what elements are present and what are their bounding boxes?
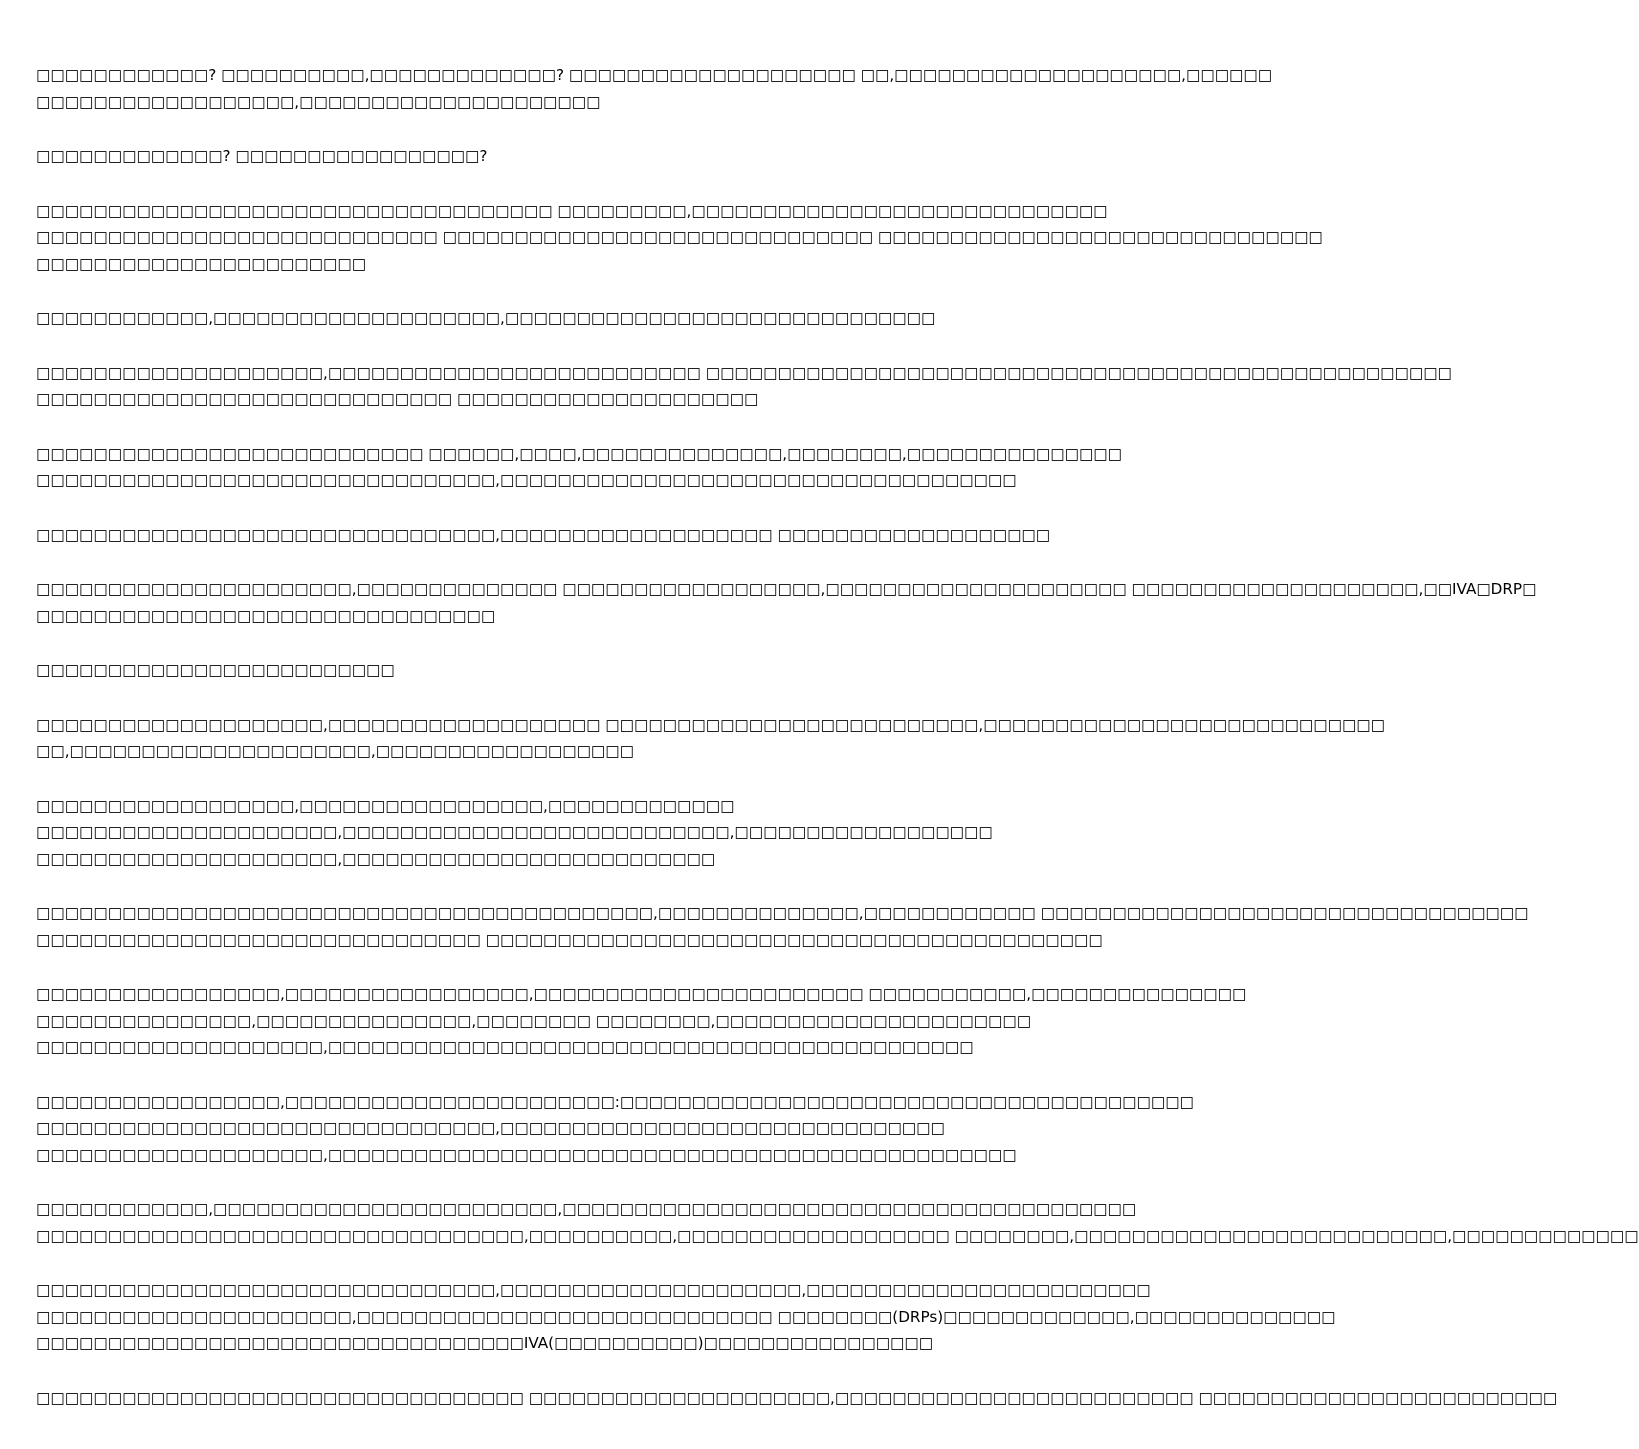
text-line: □□□□□□□□□□□□□□□□□□□□□□□□□□□□□□□□ [36, 606, 496, 625]
paragraph [36, 441, 1123, 494]
text-line: □□□□□□□□□□□□□□□□□□,□□□□□□□□□□□□□□□□□,□□□□□□□□□□□□□ [36, 796, 735, 815]
text-line: □□□□□□□□□□□□□□□□□□□□□□□□□□□□□ □□□□□□□□□□□□□□□□□□□□□ [36, 390, 759, 408]
text-line: □□□□□□□□□□□□□□□□□□□□□,□□□□□□□□□□□□□□□□□□□□□□□□□□ [36, 849, 716, 868]
text-line: □□□□□□□□□□□□□□□□□□□□□□□□□□□□□□□□□□□□ □□□□□□□□□,□□□□□□□□□□□□□□□□□□□□□□□□□□□□□ [36, 201, 1108, 220]
paragraph [36, 198, 1323, 278]
text-line: □□□□□□□□□□□□□□□□□□□□□□□□□□□□□□□□,□□□□□□□□□□□□□□□□□□□ □□□□□□□□□□□□□□□□□□□ [36, 525, 1051, 544]
paragraph [36, 522, 1051, 549]
text-line: □□□□□□□□□□□□,□□□□□□□□□□□□□□□□□□□□,□□□□□□□□□□□□□□□□□□□□□□□□□□□□□□ [36, 309, 936, 327]
paragraph [36, 1277, 1336, 1357]
text-line: □□□□□□□□□□□□□□□□□□□□□□□ [36, 254, 367, 273]
text-line: □□□□□□□□□□□□□□□□□□□□□□□□□□□□□□□□,□□□□□□□□□□□□□□□□□□□□□□□□□□□□□□□□□□□□ [36, 471, 1017, 489]
text-line: □□□□□□□□□□□□□□□,□□□□□□□□□□□□□□□,□□□□□□□□ □□□□□□□□,□□□□□□□□□□□□□□□□□□□□□□ [36, 1011, 1032, 1030]
paragraph [36, 305, 988, 332]
paragraph [36, 143, 988, 170]
text-line: □□□□□□□□□□□□□? □□□□□□□□□□□□□□□□□? [36, 147, 488, 165]
text-line: □□□□□□□□□□□□□□□□□□□□□□□□□□□□□□□□,□□□□□□□□□□□□□□□□□□□□□,□□□□□□□□□□□□□□□□□□□□□□□□ [36, 1281, 1151, 1299]
text-line: □□□□□□□□□□□□□□□□□□□□,□□□□□□□□□□□□□□□□□□□ □□□□□□□□□□□□□□□□□□□□□□□□□□,□□□□□□□□□□□□□□□□□□□□□□□□□□□□ [36, 715, 1385, 734]
paragraph [36, 900, 1529, 953]
paragraph [36, 657, 988, 684]
paragraph [36, 1385, 1558, 1412]
text-line: □□□□□□□□□□□□□□□□□,□□□□□□□□□□□□□□□□□□□□□□□:□□□□□□□□□□□□□□□□□□□□□□□□□□□□□□□□□□□□□□□□ [36, 1092, 1194, 1111]
text-line: □□□□□□□□□□□□? □□□□□□□□□□,□□□□□□□□□□□□□? □□□□□□□□□□□□□□□□□□□□ □□,□□□□□□□□□□□□□□□□□□□□,□□□□□□ [36, 66, 1273, 84]
text-line: □□□□□□□□□□□□□□□□□□□□□□□□□□□□□□□ □□□□□□□□□□□□□□□□□□□□□□□□□□□□□□□□□□□□□□□□□□□ [36, 930, 1103, 949]
paragraph [36, 981, 1247, 1061]
text-line: □□□□□□□□□□□□□□□□□□□□□□,□□□□□□□□□□□□□□ □□□□□□□□□□□□□□□□□□,□□□□□□□□□□□□□□□□□□□□□ □□□□□□□□□□□□□□□□□□□□,□□IVA□DRP□ [36, 580, 1537, 598]
text-line: □□□□□□□□□□□□□□□□□□□□□□□□□□□□□□□□□□,□□□□□□□□□□,□□□□□□□□□□□□□□□□□□□ □□□□□□□□,□□□□□□□□□□□□□□□□□□□□□□□□□□,□□□□□□□□□□□□□ [36, 1226, 1639, 1245]
paragraph [36, 62, 1273, 115]
paragraph [36, 1089, 1194, 1169]
text-line: □□□□□□□□□□□□□□□□□□□□□,□□□□□□□□□□□□□□□□□□□□□□□□□□□,□□□□□□□□□□□□□□□□□□ [36, 823, 993, 841]
text-line: □□□□□□□□□□□□□□□□□□□□□□□□□ [36, 661, 395, 679]
text-line: □□□□□□□□□□□□,□□□□□□□□□□□□□□□□□□□□□□□□,□□□□□□□□□□□□□□□□□□□□□□□□□□□□□□□□□□□□□□□□ [36, 1200, 1137, 1218]
paragraph [36, 793, 993, 873]
text-line: □□□□□□□□□□□□□□□□□□□□,□□□□□□□□□□□□□□□□□□□□□□□□□□□□□□□□□□□□□□□□□□□□□□□□ [36, 1145, 1017, 1164]
text-line: □□□□□□□□□□□□□□□□□□□□□□□□□□□□□□□□□□IVA(□□□□□□□□□□)□□□□□□□□□□□□□□□□ [36, 1334, 934, 1352]
text-line: □□□□□□□□□□□□□□□□□□□□□□,□□□□□□□□□□□□□□□□□□□□□□□□□□□□□ □□□□□□□□(DRPs)□□□□□□□□□□□□□,□□□□□□□□□□□□□□ [36, 1307, 1336, 1326]
paragraph [36, 712, 1385, 765]
text-line: □□□□□□□□□□□□□□□□□□,□□□□□□□□□□□□□□□□□□□□□ [36, 92, 601, 111]
text-line: □□□□□□□□□□□□□□□□□□□□□□□□□□□□ □□□□□□□□□□□□□□□□□□□□□□□□□□□□□□ □□□□□□□□□□□□□□□□□□□□□□□□□□□□□□□ [36, 228, 1323, 246]
text-line: □□,□□□□□□□□□□□□□□□□□□□□□,□□□□□□□□□□□□□□□□□□ [36, 742, 634, 760]
paragraph [36, 576, 1537, 629]
text-line: □□□□□□□□□□□□□□□□□□□□,□□□□□□□□□□□□□□□□□□□□□□□□□□□□□□□□□□□□□□□□□□□□□ [36, 1038, 974, 1056]
text-line: □□□□□□□□□□□□□□□□□□□□,□□□□□□□□□□□□□□□□□□□□□□□□□□ □□□□□□□□□□□□□□□□□□□□□□□□□□□□□□□□□□□□□□□□□□□□□□□□□□□□ [36, 363, 1452, 382]
paragraph [36, 360, 1452, 413]
text-line: □□□□□□□□□□□□□□□□□□□□□□□□□□□□□□□□,□□□□□□□□□□□□□□□□□□□□□□□□□□□□□□□ [36, 1119, 945, 1137]
text-line: □□□□□□□□□□□□□□□□□□□□□□□□□□□ □□□□□□,□□□□,□□□□□□□□□□□□□□,□□□□□□□□,□□□□□□□□□□□□□□□ [36, 444, 1123, 463]
text-line: □□□□□□□□□□□□□□□□□,□□□□□□□□□□□□□□□□□,□□□□□□□□□□□□□□□□□□□□□□□ □□□□□□□□□□□,□□□□□□□□□□□□□□□ [36, 985, 1247, 1003]
paragraph [36, 1196, 1639, 1249]
text-line: □□□□□□□□□□□□□□□□□□□□□□□□□□□□□□□□□□ □□□□□□□□□□□□□□□□□□□□□,□□□□□□□□□□□□□□□□□□□□□□□□□ □□□□□□□□□□□□□□□□□□□□□□□□□ [36, 1388, 1558, 1407]
text-line: □□□□□□□□□□□□□□□□□□□□□□□□□□□□□□□□□□□□□□□□□□□,□□□□□□□□□□□□□□,□□□□□□□□□□□□ □□□□□□□□□□□□□□□□□□□□□□□□□□□□□□□□□□ [36, 904, 1529, 922]
